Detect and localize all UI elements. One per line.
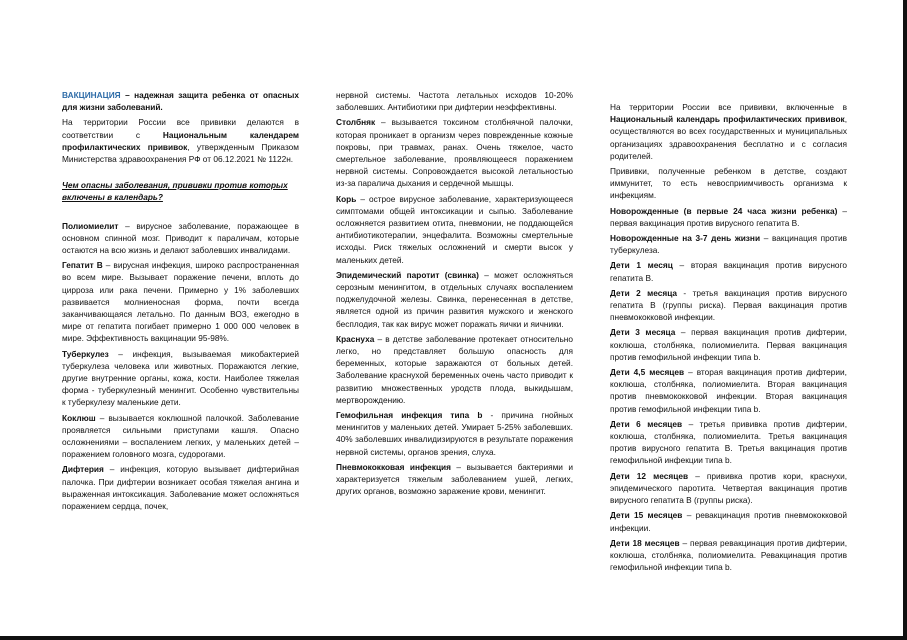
disease-desc: – инфекция, которую вызывает дифтерийная палочка. При дифтерии возникает особая тяжелая ангина и выраженная интоксикация. Заболевание может осложняться поражением сердца, почек, <box>62 464 299 512</box>
disease-title: Туберкулез <box>62 348 109 359</box>
disease-polio <box>62 220 299 257</box>
schedule-age: Дети 4,5 месяцев <box>610 367 685 378</box>
disease-rubella <box>336 333 573 406</box>
intro-rest: – надежная защита ребенка от опасных для жизни заболеваний. <box>62 90 299 113</box>
column-1 <box>62 89 299 515</box>
disease-mumps <box>336 269 573 330</box>
disease-title: Коклюш <box>62 412 96 423</box>
schedule-item <box>610 287 847 324</box>
disease-tetanus <box>336 116 573 189</box>
disease-title: Гепатит В <box>62 260 103 271</box>
column-3 <box>610 101 847 576</box>
schedule-item <box>610 232 847 256</box>
schedule-age: Дети 6 месяцев <box>610 418 683 429</box>
schedule-desc: - третья вакцинация против вирусного гепатита В (группы риска). Первая вакцинация против пневмококковой инфекции. <box>610 287 848 323</box>
disease-desc: – острое вирусное заболевание, характеризующееся симптомами общей интоксикации и сыпью. Заболевание осложняется развитием отита, пневмонии, не поддающейся антибиотикотерапии, энцефалита. Возможны смертельные исходы. Риск тяжелых осложнений и смерти высок у маленьких детей. <box>336 193 573 265</box>
disease-desc: – вызывается бактериями и характеризуется тяжелым заболеванием ушей, легких, других органов, возможно заражение крови, менингит. <box>336 461 573 497</box>
schedule-item <box>610 470 847 507</box>
schedule-desc: – вторая вакцинация против дифтерии, коклюша, столбняка, полиомиелита. Вторая вакцинация против пневмококковой инфекции. Вторая вакцинация против гемофильной инфекции типа b. <box>610 367 847 414</box>
disease-title: Пневмококковая инфекция <box>336 461 451 472</box>
schedule-item <box>610 418 847 467</box>
schedule-age: Дети 15 месяцев <box>610 510 683 521</box>
schedule-desc: – прививка против кори, краснухи, эпидемического паротита. Четвертая вакцинация против вирусного гепатита В (группы риска). <box>610 470 848 506</box>
schedule-age: Дети 1 месяц <box>610 260 673 271</box>
schedule-desc: – вакцинация против туберкулеза. <box>610 233 847 256</box>
disease-desc: – вирусная инфекция, широко распространенная во всем мире. Вызывает поражение печени, вплоть до цирроза или рака печени. Примерно у 1% заболевших развивается молниеносная форма, почти всегда заканчивающаяся летально. По данным ВОЗ, ежегодно в мире от гепатита погибает примерно 1 000 000 человек в мире. Эффективность вакцинации 95-98%. <box>62 260 300 344</box>
disease-desc: – вирусное заболевание, поражающее в основном спинной мозг. Приводит к параличам, которые остаются на всю жизнь и делают заболевших инвалидами. <box>62 220 299 256</box>
schedule-item <box>610 509 847 533</box>
disease-title: Корь <box>336 193 357 204</box>
disease-diphtheria <box>62 463 299 512</box>
calendar-paragraph <box>62 116 299 165</box>
schedule-age: Дети 12 месяцев <box>610 470 689 481</box>
disease-title: Столбняк <box>336 117 376 128</box>
diphtheria-continued: нервной системы. Частота летальных исходов 10-20% заболевших. Антибиотики при дифтерии неэффективны. <box>336 90 573 113</box>
immunity-paragraph: Прививки, полученные ребенком в детстве, создают иммунитет, то есть невосприимчивость организма к инфекциям. <box>610 166 847 201</box>
section-question: Чем опасны заболевания, прививки против которых включены в календарь? <box>62 180 288 203</box>
disease-title: Эпидемический паротит (свинка) <box>336 269 479 280</box>
schedule-age: Новорожденные на 3-7 день жизни <box>610 233 761 244</box>
disease-tuberculosis <box>62 348 299 409</box>
schedule-desc: – вторая вакцинация против вирусного гепатита В. <box>610 260 848 283</box>
column-2 <box>336 89 573 501</box>
page-edge-right <box>903 0 907 640</box>
schedule-desc: – первая вакцинация против вирусного гепатита В. <box>610 205 848 228</box>
disease-measles <box>336 193 573 266</box>
disease-title: Гемофильная инфекция типа b <box>336 410 483 421</box>
calendar-name: Национальным календарем профилактических прививок <box>62 129 299 152</box>
schedule-age: Новорожденные (в первые 24 часа жизни ребенка) <box>610 205 838 216</box>
disease-pertussis <box>62 412 299 461</box>
disease-desc: – в детстве заболевание протекает относительно легко, но представляет большую опасность для беременных, которые заражаются от больных детей. Заболевание краснухой беременных очень часто приводит к развитию множественных уродств плода, выкидышам, мертворождению. <box>336 333 573 405</box>
text-a: На территории России все прививки, включенные в <box>610 102 847 112</box>
schedule-desc: – первая вакцинация против дифтерии, коклюша, столбняка, полиомиелита. Первая вакцинация против гемофильной инфекции типа b. <box>610 327 847 362</box>
free-vaccination-paragraph <box>610 101 847 162</box>
schedule-item <box>610 366 847 415</box>
schedule-item <box>610 537 847 574</box>
schedule-desc: – ревакцинация против пневмококковой инфекции. <box>610 510 847 533</box>
intro-paragraph <box>62 89 299 113</box>
calendar-text-a: На территории России все прививки делаются в соответствии с <box>62 117 299 140</box>
disease-title: Дифтерия <box>62 464 104 475</box>
disease-desc: – вызывается коклюшной палочкой. Заболевание проявляется сильными приступами кашля. Опасно осложнениями – воспалением легких, у маленьких детей – поражением головного мозга, судорогами. <box>62 412 299 460</box>
disease-desc: - причина гнойных менингитов у маленьких детей. Умирает 5-25% заболевших. 40% заболевших инвалидизируются в результате поражения нервной системы, органов зрения, слуха. <box>336 410 573 457</box>
schedule-item <box>610 205 847 229</box>
calendar-name: Национальный календарь профилактических прививок <box>610 114 845 125</box>
schedule-desc: – первая ревакцинация против дифтерии, коклюша, столбняка, полиомиелита. Ревакцинация против гемофильной инфекции типа b. <box>610 537 848 573</box>
disease-hepatitis-b <box>62 259 299 344</box>
page-edge-bottom <box>0 636 907 640</box>
calendar-text-c: , утвержденным Приказом Министерства здравоохранения РФ от 06.12.2021 № 1122н. <box>62 141 299 165</box>
schedule-age: Дети 3 месяца <box>610 327 676 338</box>
disease-desc: – вызывается токсином столбнячной палочки, которая проникает в организм через поврежденные кожные покровы, при травмах, ранах. Очень тяжелое, часто смертельное заболевание, проявляющееся поражением нервной системы. Сопровождается высокой летальностью из-за паралича дыхания и сердечной мышцы. <box>336 117 573 189</box>
disease-hib <box>336 409 573 458</box>
disease-title: Краснуха <box>336 333 375 344</box>
schedule-desc: – третья прививка против дифтерии, коклюша, столбняка, полиомиелита. Третья вакцинация против вирусного гепатита В. Третья вакцинация против гемофильной инфекции типа b. <box>610 418 847 466</box>
disease-title: Полиомиелит <box>62 220 119 231</box>
schedule-item <box>610 259 847 283</box>
schedule-item <box>610 326 847 363</box>
schedule-age: Дети 2 месяца <box>610 287 678 298</box>
disease-desc: – может осложняться серозным менингитом, в отдельных случаях воспалением поджелудочной железы. Свинка, перенесенная в детстве, является одной из причин развития мужского и женского бесплодия, так как вирус может поражать яички и яичники. <box>336 269 573 329</box>
intro-title: ВАКЦИНАЦИЯ <box>62 90 121 100</box>
schedule-age: Дети 18 месяцев <box>610 537 680 548</box>
disease-desc: – инфекция, вызываемая микобактерией туберкулеза человека или животных. Поражаются легкие, другие внутренние органы, кожа, кости. Наиболее тяжелая форма - туберкулезный менингит. Особенно чувствительны к туберкулезу маленькие дети. <box>62 348 299 408</box>
disease-pneumococcal <box>336 461 573 498</box>
text-c: , осуществляются во всех государственных и муниципальных организациях здравоохранения бесплатно и с согласия родителей. <box>610 114 847 161</box>
